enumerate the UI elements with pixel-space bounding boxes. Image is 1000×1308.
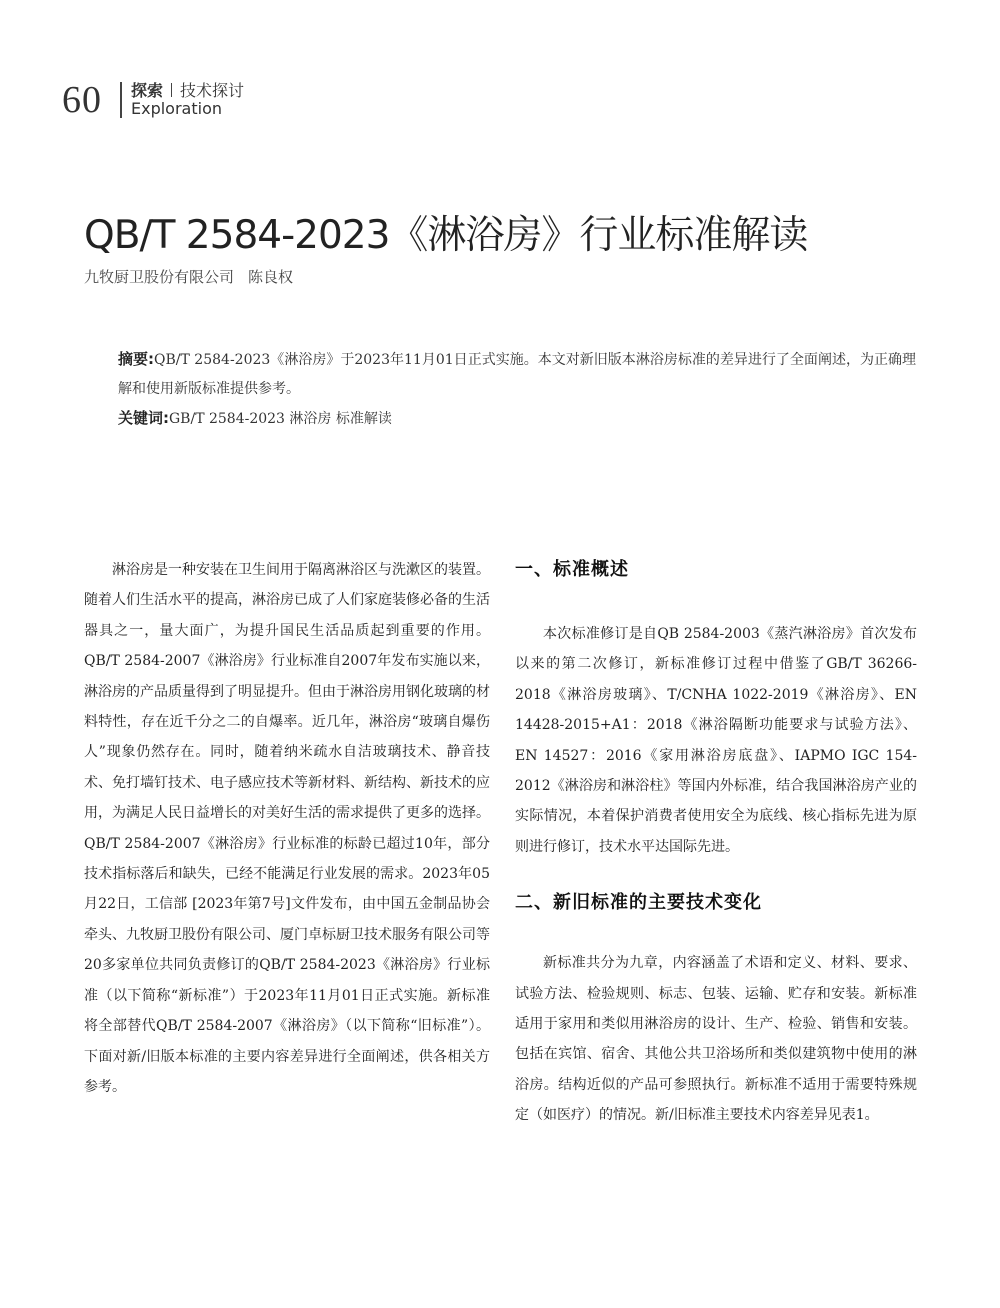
intro-paragraph: 淋浴房是一种安装在卫生间用于隔离淋浴区与洗漱区的装置。随着人们生活水平的提高，淋浴房已成了人们家庭装修必备的生活器具之一，量大面广，为提升国民生活品质起到重要的作用。QB/T 2584-2007《淋浴房》行业标准自2007年发布实施以来，淋浴房的产品质量得到了明显提升。但由于淋浴房用钢化玻璃的材料特性，存在近千分之二的自爆率。近几年，淋浴房“玻璃自爆伤人”现象仍然存在。同时，随着纳米疏水自洁玻璃技术、静音技术、免打墙钉技术、电子感应技术等新材料、新结构、新技术的应用，为满足人民日益增长的对美好生活的需求提供了更多的选择。QB/T 2584-2007《淋浴房》行业标准的标龄已超过10年，部分技术指标落后和缺失，已经不能满足行业发展的需求。2023年05月22日，工信部 [2023年第7号]文件发布，由中国五金制品协会牵头、九牧厨卫股份有限公司、厦门卓标厨卫技术服务有限公司等20多家单位共同负责修订的QB/T 2584-2023《淋浴房》行业标准（以下简称“新标准”）于2023年11月01日正式实施。新标准将全部替代QB/T 2584-2007《淋浴房》（以下简称“旧标准”）。下面对新/旧版本标准的主要内容差异进行全面阐述，供各相关方参考。 (84, 562, 490, 1095)
section-separator (171, 83, 172, 97)
keywords (84, 404, 916, 434)
abstract-text: QB/T 2584-2023《淋浴房》于2023年11月01日正式实施。本文对新旧版本淋浴房标准的差异进行了全面阐述，为正确理解和使用新版标准提供参考。 (118, 352, 917, 397)
page-number: 60 (62, 79, 102, 121)
author: 陈良权 (248, 268, 294, 286)
subsection-name: 技术探讨 (180, 81, 245, 100)
section-name: 探索 (131, 81, 164, 100)
abstract-label: 摘要: (118, 350, 155, 368)
changes-paragraph: 新标准共分为九章，内容涵盖了术语和定义、材料、要求、试验方法、检验规则、标志、包装、运输、贮存和安装。新标准适用于家用和类似用淋浴房的设计、生产、检验、销售和安装。包括在宾馆、宿舍、其他公共卫浴场所和类似建筑物中使用的淋浴房。结构近似的产品可参照执行。新标准不适用于需要特殊规定（如医疗）的情况。新/旧标准主要技术内容差异见表1。 (515, 955, 917, 1124)
left-column (84, 555, 490, 1102)
right-column (515, 555, 917, 1131)
section-heading-overview: 一、标准概述 (515, 559, 629, 580)
section-name-en: Exploration (131, 99, 222, 118)
section-heading-changes: 二、新旧标准的主要技术变化 (515, 892, 762, 914)
section-label (131, 78, 331, 101)
byline (84, 266, 293, 287)
keywords-label: 关键词: (118, 409, 169, 427)
abstract (84, 345, 916, 404)
keywords-text: GB/T 2584-2023 淋浴房 标准解读 (169, 411, 392, 427)
article-title: QB/T 2584-2023《淋浴房》行业标准解读 (84, 213, 808, 258)
abstract-block (84, 345, 916, 434)
overview-paragraph: 本次标准修订是自QB 2584-2003《蒸汽淋浴房》首次发布以来的第二次修订，新标准修订过程中借鉴了GB/T 36266-2018《淋浴房玻璃》、T/CNHA 1022-2019《淋浴房》、EN 14428-2015+A1：2018《淋浴隔断功能要求与试验方法》、EN 14527：2016《家用淋浴房底盘》、IAPMO IGC 154-2012《淋浴房和淋浴柱》等国内外标准，结合我国淋浴房产业的实际情况，本着保护消费者使用安全为底线、核心指标先进为原则进行修订，技术水平达国际先进。 (515, 626, 917, 855)
header-divider (120, 82, 122, 118)
affiliation: 九牧厨卫股份有限公司 (84, 268, 235, 286)
